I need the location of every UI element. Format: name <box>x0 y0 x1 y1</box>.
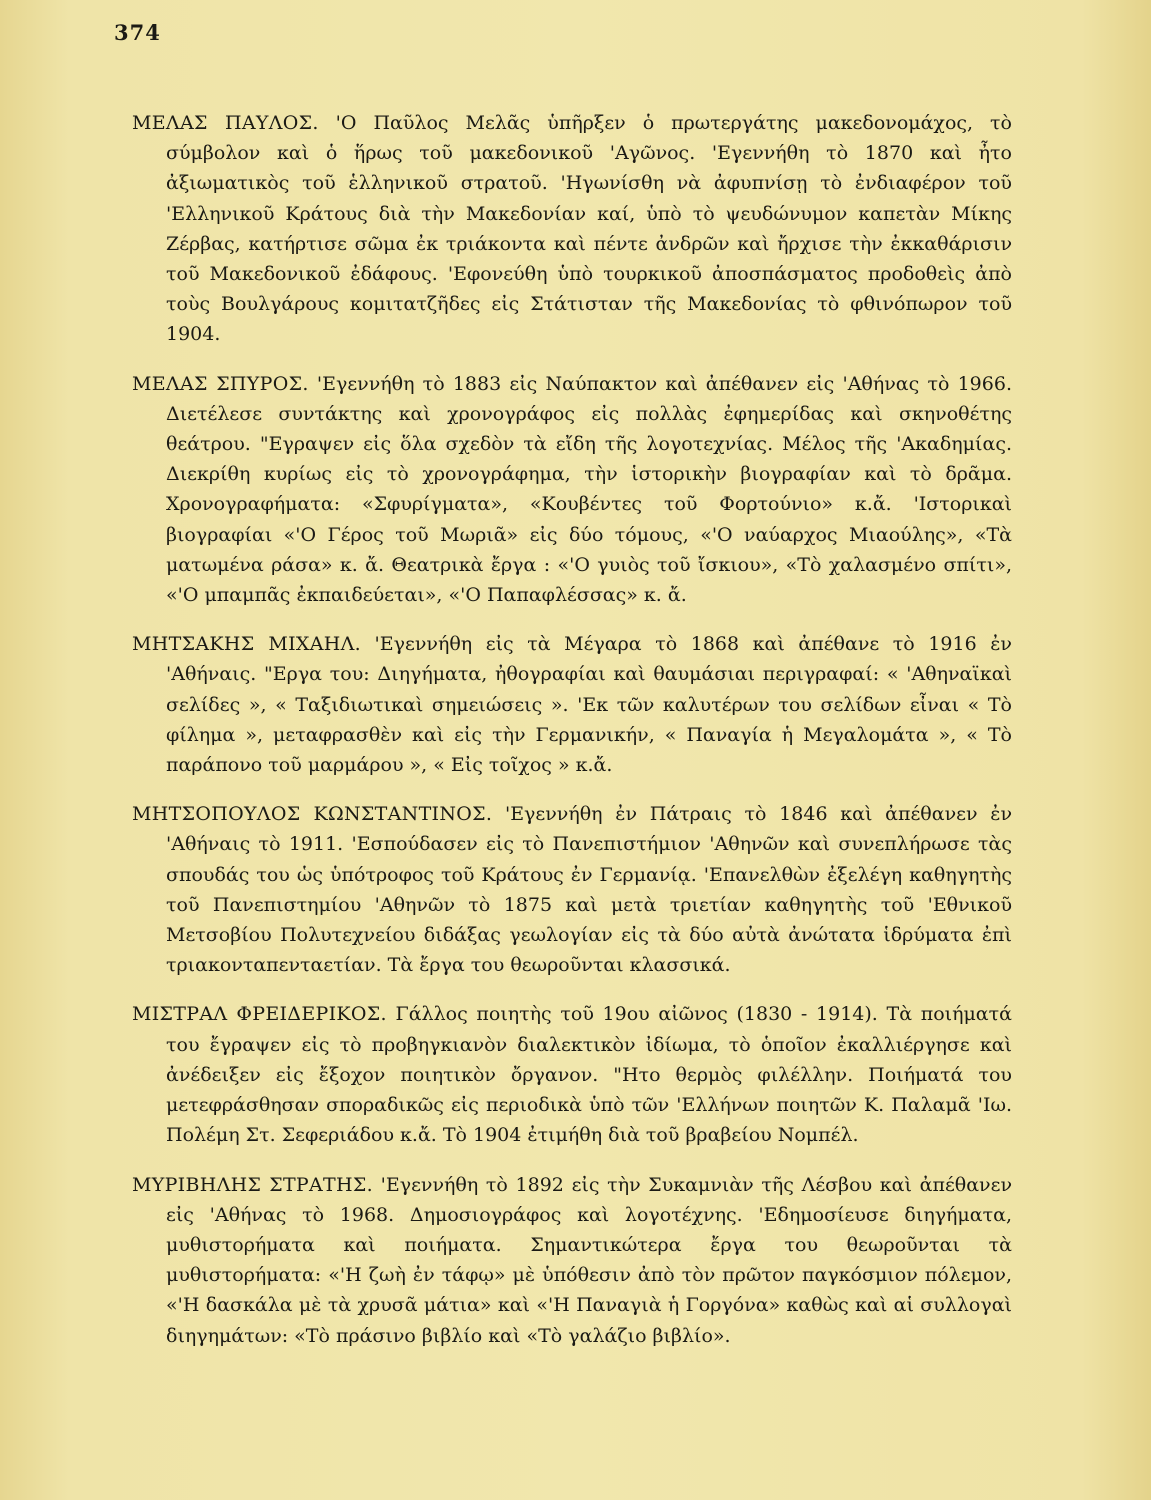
entry-name: ΜΗΤΣΟΠΟΥΛΟΣ ΚΩΝΣΤΑΝΤΙΝΟΣ. <box>132 803 493 826</box>
entry-text: 'Εγεννήθη εἰς τὰ Μέγαρα τὸ 1868 καὶ ἀπέθανε τὸ 1916 ἐν 'Αθήναις. "Εργα του: Διηγήματα, ἠθογραφίαι καὶ θαυμάσιαι περιγραφαί: « 'Αθηναϊκαὶ σελίδες », « Ταξιδιωτικαὶ σημειώσεις ». 'Εκ τῶν καλυτέρων του σελίδων εἶναι « Τὸ φίλημα », μεταφρασθὲν καὶ εἰς τὴν Γερμανικήν, « Παναγία ἡ Μεγαλομάτα », « Τὸ παράπονο τοῦ μαρμάρου », « Εἰς τοῖχος » κ.ἄ. <box>166 633 1012 777</box>
entries-list <box>132 89 1012 1370</box>
entry-name: ΜΕΛΑΣ ΣΠΥΡΟΣ. <box>132 372 309 395</box>
entry-name: ΜΕΛΑΣ ΠΑΥΛΟΣ. <box>132 112 319 134</box>
entry-mitsakis-michail <box>132 629 1012 780</box>
entry-mitsopoulos-konstantinos <box>132 799 1012 980</box>
entry-text: 'Εγεννήθη τὸ 1883 εἰς Ναύπακτον καὶ ἀπέθανεν εἰς 'Αθήνας τὸ 1966. Διετέλεσε συντάκτης καὶ χρονογράφος εἰς πολλὰς ἐφημερίδας καὶ σκηνοθέτης θεάτρου. "Εγραψεν εἰς ὅλα σχεδὸν τὰ εἴδη τῆς λογοτεχνίας. Μέλος τῆς 'Ακαδημίας. Διεκρίθη κυρίως εἰς τὸ χρονογράφημα, τὴν ἱστορικὴν βιογραφίαν καὶ τὸ δρᾶμα. Χρονογραφήματα: «Σφυρίγματα», «Κουβέντες τοῦ Φορτούνιο» κ.ἄ. 'Ιστορικαὶ βιογραφίαι «'Ο Γέρος τοῦ Μωριᾶ» εἰς δύο τόμους, «'Ο ναύαρχος Μιαούλης», «Τὰ ματωμένα ράσα» κ. ἄ. Θεατρικὰ ἔργα : «'Ο γυιὸς τοῦ ἴσκιου», «Τὸ χαλασμένο σπίτι», «'Ο μπαμπᾶς ἐκπαιδεύεται», «'Ο Παπαφλέσσας» κ. ἄ. <box>166 372 1012 607</box>
entry-name: ΜΙΣΤΡΑΛ ΦΡΕΙΔΕΡΙΚΟΣ. <box>132 1003 387 1026</box>
entry-myrivilis-stratis <box>132 1170 1012 1351</box>
entry-name: ΜΥΡΙΒΗΛΗΣ ΣΤΡΑΤΗΣ. <box>132 1173 373 1196</box>
entry-text: Γάλλος ποιητὴς τοῦ 19ου αἰῶνος (1830 - 1914). Τὰ ποιήματά του ἔγραψεν εἰς τὸ προβηγκιανὸν διαλεκτικὸν ἰδίωμα, τὸ ὁποῖον ἐκαλλιέργησε καὶ ἀνέδειξεν εἰς ἔξοχον ποιητικὸν ὄργανον. "Ητο θερμὸς φιλέλλην. Ποιήματά του μετεφράσθησαν σποραδικῶς εἰς περιοδικὰ ὑπὸ τῶν 'Ελλήνων ποιητῶν Κ. Παλαμᾶ 'Ιω. Πολέμη Στ. Σεφεριάδου κ.ἄ. Τὸ 1904 ἐτιμήθη διὰ τοῦ βραβείου Νομπέλ. <box>166 1003 1012 1147</box>
page-number: 374 <box>114 20 161 45</box>
entry-text: 'Ο Παῦλος Μελᾶς ὑπῆρξεν ὁ πρωτεργάτης μακεδονομάχος, τὸ σύμβολον καὶ ὁ ἥρως τοῦ μακεδονικοῦ 'Αγῶνος. 'Εγεννήθη τὸ 1870 καὶ ἦτο ἀξιωματικὸς τοῦ ἑλληνικοῦ στρατοῦ. 'Ηγωνίσθη νὰ ἀφυπνίσῃ τὸ ἐνδιαφέρον τοῦ 'Ελληνικοῦ Κράτους διὰ τὴν Μακεδονίαν καί, ὑπὸ τὸ ψευδώνυμον καπετὰν Μίκης Ζέρβας, κατήρτισε σῶμα ἐκ τριάκοντα καὶ πέντε ἀνδρῶν καὶ ἤρχισε τὴν ἐκκαθάρισιν τοῦ Μακεδονικοῦ ἐδάφους. 'Εφονεύθη ὑπὸ τουρκικοῦ ἀποσπάσματος προδοθεὶς ἀπὸ τοὺς Βουλγάρους κομιτατζῆδες εἰς Στάτισταν τῆς Μακεδονίας τὸ φθινόπωρον τοῦ 1904. <box>166 112 1012 346</box>
entry-melas-spyros <box>132 369 1012 611</box>
entry-text: 'Εγεννήθη τὸ 1892 εἰς τὴν Συκαμνιὰν τῆς Λέσβου καὶ ἀπέθανεν εἰς 'Αθήνας τὸ 1968. Δημοσιογράφος καὶ λογοτέχνης. 'Εδημοσίευσε διηγήματα, μυθιστορήματα καὶ ποιήματα. Σημαντικώτερα ἔργα του θεωροῦνται τὰ μυθιστορήματα: «'Η ζωὴ ἐν τάφῳ» μὲ ὑπόθεσιν ἀπὸ τὸν πρῶτον παγκόσμιον πόλεμον, «'Η δασκάλα μὲ τὰ χρυσᾶ μάτια» καὶ «'Η Παναγιὰ ἡ Γοργόνα» καθὼς καὶ αἱ συλλογαὶ διηγημάτων: «Τὸ πράσινο βιβλίο καὶ «Τὸ γαλάζιο βιβλίο». <box>166 1173 1012 1347</box>
entry-melas-pavlos <box>132 108 1012 350</box>
entry-text: 'Εγεννήθη ἐν Πάτραις τὸ 1846 καὶ ἀπέθανεν ἐν 'Αθήναις τὸ 1911. 'Εσπούδασεν εἰς τὸ Πανεπιστήμιον 'Αθηνῶν καὶ συνεπλήρωσε τὰς σπουδάς του ὡς ὑπότροφος τοῦ Κράτους ἐν Γερμανίᾳ. 'Επανελθὼν ἐξελέγη καθηγητὴς τοῦ Πανεπιστημίου 'Αθηνῶν τὸ 1875 καὶ μετὰ τριετίαν καθηγητὴς τοῦ 'Εθνικοῦ Μετσοβίου Πολυτεχνείου διδάξας γεωλογίαν εἰς τὰ δύο αὐτὰ ἀνώτατα ἱδρύματα ἐπὶ τριακονταπενταετίαν. Τὰ ἔργα του θεωροῦνται κλασσικά. <box>166 803 1012 977</box>
entry-name: ΜΗΤΣΑΚΗΣ ΜΙΧΑΗΛ. <box>132 633 361 656</box>
entry-mistral-freiderikos <box>132 999 1012 1150</box>
